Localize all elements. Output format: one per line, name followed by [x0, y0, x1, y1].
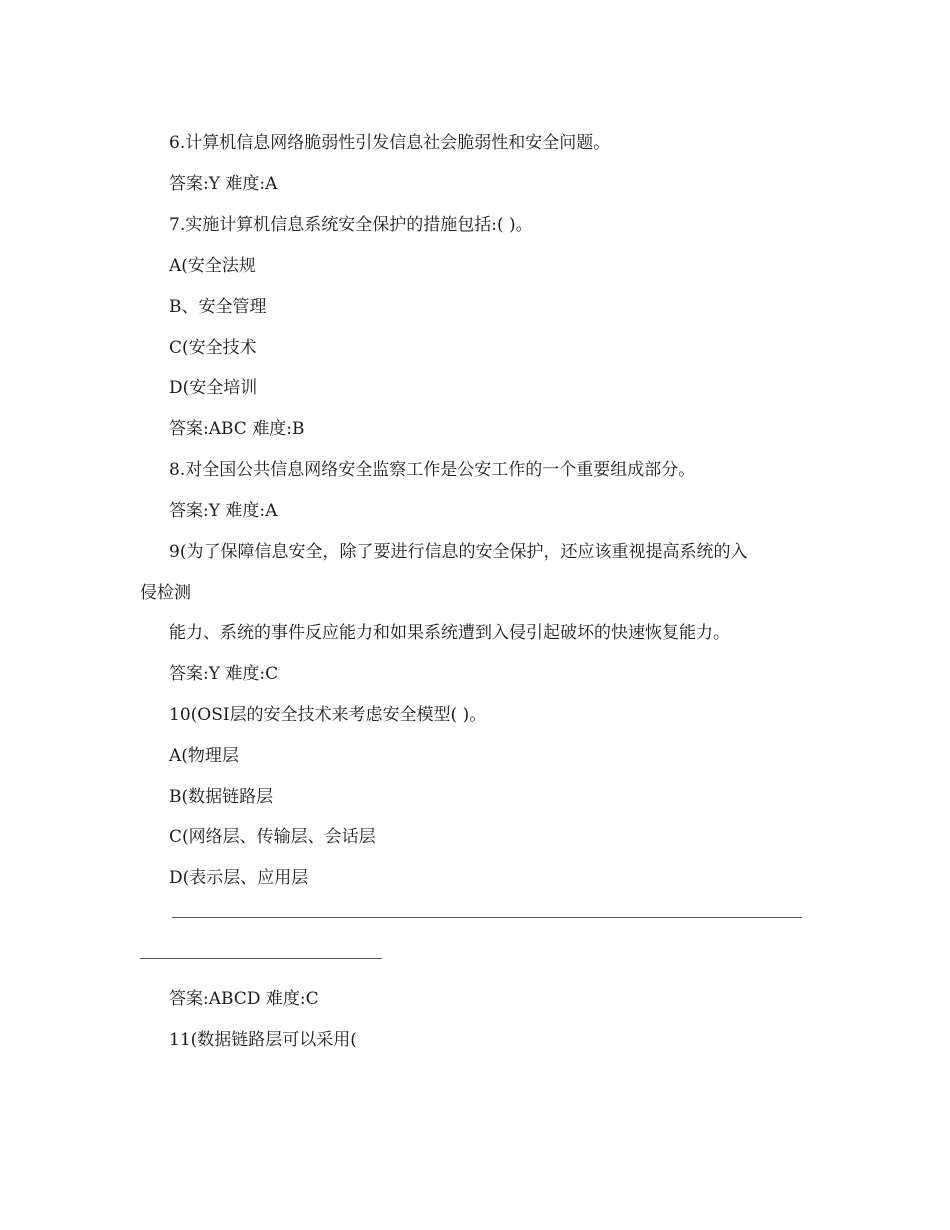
option-a: A(安全法规 — [169, 256, 256, 276]
separator-rule — [140, 958, 382, 959]
option-a: A(物理层 — [169, 746, 239, 766]
question-9-line-1: 9(为了保障信息安全，除了要进行信息的安全保护，还应该重视提高系统的入 — [169, 542, 748, 562]
question-9-line-2: 侵检测 — [140, 583, 191, 603]
option-b: B(数据链路层 — [169, 787, 274, 807]
question-7: 7.实施计算机信息系统安全保护的措施包括:( )。 — [169, 215, 533, 235]
question-10: 10(OSI层的安全技术来考虑安全模型( )。 — [169, 705, 487, 725]
option-d: D(表示层、应用层 — [169, 868, 309, 888]
answer-9: 答案:Y 难度:C — [169, 664, 279, 684]
answer-8: 答案:Y 难度:A — [169, 501, 278, 521]
question-9-line-3: 能力、系统的事件反应能力和如果系统遭到入侵引起破坏的快速恢复能力。 — [169, 623, 730, 643]
option-c: C(网络层、传输层、会话层 — [169, 827, 376, 847]
answer-6: 答案:Y 难度:A — [169, 174, 278, 194]
question-8: 8.对全国公共信息网络安全监察工作是公安工作的一个重要组成部分。 — [169, 460, 696, 480]
question-6: 6.计算机信息网络脆弱性引发信息社会脆弱性和安全问题。 — [169, 133, 611, 153]
answer-7: 答案:ABC 难度:B — [169, 419, 305, 439]
option-b: B、安全管理 — [169, 297, 267, 317]
option-c: C(安全技术 — [169, 338, 257, 358]
option-d: D(安全培训 — [169, 378, 258, 398]
separator-rule — [172, 917, 802, 918]
answer-10: 答案:ABCD 难度:C — [169, 989, 319, 1009]
question-11: 11(数据链路层可以采用( — [169, 1030, 357, 1050]
